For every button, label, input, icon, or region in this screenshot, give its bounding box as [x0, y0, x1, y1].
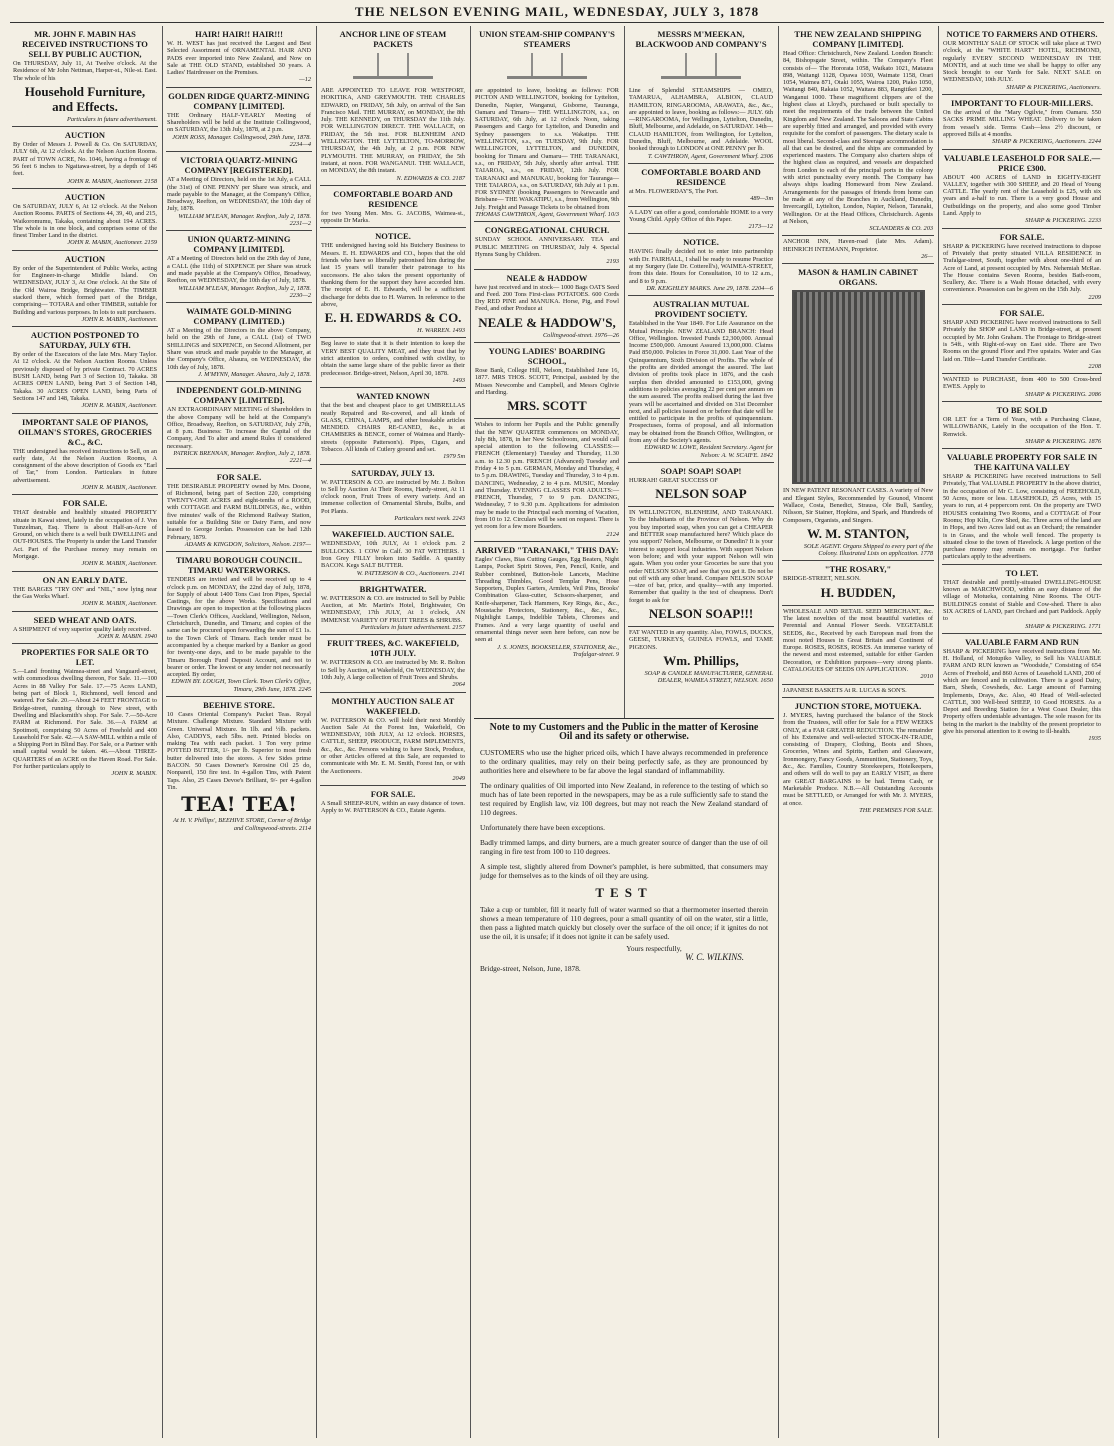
ad-signature: —12: [299, 76, 311, 84]
ad-signature: SOAP & CANDLE MANUFACTURER, GENERAL DEALER, WAIMEA STREET, NELSON. 1650: [644, 669, 773, 685]
advertisement: [12, 26, 158, 127]
ad-body: Head Office: Christchurch, New Zealand. London Branch: 84, Bishopsgate Street, within. The Company's Fleet consists of— The Hororata 1058, Waikato 1021, Mataura 898, Waitangi 1128, Opawa 1030, Waimate 1158, Orari 1054, Waimea 871, Otaki 1055, Wairoa 1200, Piako 1050, Waitangi 840, Rakaia 1052, Waitara 883, Rangitikei 1200, Wanganui 1000. These magnificent clippers are of the highest class at Lloyd's, purchased or built specially to meet the requirements of the trade between the United Kingdom and New Zealand. The Saloons and State Cabins are superbly fitted and arranged, and provided with every requisite for the comfort of passengers. The dietary scale is most liberal. Second-class and Steerage accommodation is all that can be desired, and the ships are commanded by experienced masters. The Company also charters ships of the highest class as required, and vessels are despatched from London to each of the principal ports in the colony with strict punctuality every month. The Company has always ships loading Homeward from New Zealand. Arrangements for the passages of friends from home can be made at any of the Branches in Auckland, Dunedin, Invercargill, Lyttelton, London, Napier, Nelson, Taranaki, Wellington. Or at the Head Offices, Christchurch. Agents at Nelson,: [783, 50, 933, 225]
ad-heading: COMFORTABLE BOARD AND RESIDENCE: [641, 166, 761, 187]
ad-signature: SHARP & PICKERING. 1771: [1025, 622, 1101, 630]
advertisement: [942, 449, 1102, 565]
ad-body: WHOLESALE AND RETAIL SEED MERCHANT, &c. The latest novelties of the most beautiful varieties of Perennial and Annual Flower Seeds. VEGETABLE SEEDS, &c., Received by each European mail from the most noted Houses in Great Britain and Continent of Europe. ROSES, ROSES, ROSES. An immense variety of the newest and most esteemed, suitable for either Garden Decoration, or Exhibition purposes—very strong plants. CATALOGUES OF SEEDS ON APPLICATION.: [783, 607, 933, 674]
ad-body: By Order of Messrs J. Powell & Co. On SATURDAY, JULY 6th, At 12 o'clock. At the Nelson Auction Rooms. PART of TOWN ACRE, No. 1046, having a frontage of 56 feet 6 inches to Ngaitawa-street, by a depth of 146 feet.: [13, 141, 157, 178]
ad-signature: T. CAWTHRON, Agent, Government Wharf. 2306: [648, 152, 773, 160]
ad-body: THAT desirable and prettily-situated DWELLING-HOUSE known as MARCHWOOD, within an easy distance of the village of Motueka, containing Nine Rooms. The OUT-BUILDINGS consist of Stable and Cow-shed. There is also SIX ACRES of LAND, part Orchard and part Paddock. Apply to: [943, 578, 1101, 623]
kerosine-title: Note to my Customers and the Public in the matter of Kerosine Oil and its safety or otherwise.: [489, 722, 759, 742]
ad-signature: 1493: [452, 376, 465, 384]
ad-signature: Particulars in future advertisement. 2157: [360, 624, 465, 632]
ad-signature: 2010: [920, 673, 933, 681]
ad-signature: SCLANDERS & CO. 203: [869, 225, 933, 233]
ad-body: On THURSDAY, July 11, At Twelve o'clock. At the Residence of Mr John Nettman, Harper-st., Nile-st. East. The whole of his: [13, 60, 157, 82]
advertisement: [12, 414, 158, 496]
advertisement: [628, 296, 774, 463]
ad-signature: Particulars next week. 2243: [394, 515, 465, 523]
ad-signature: 2173—12: [748, 223, 773, 231]
advertisement: [166, 697, 312, 835]
advertisement: [12, 644, 158, 780]
ad-body: FAT WANTED in any quantity. Also, FOWLS, DUCKS, GEESE, TURKEYS, GUINEA FOWLS, and TAME PIGEONS.: [629, 629, 773, 651]
ad-body: AN EXTRAORDINARY MEETING of Shareholders in the above Company will be held at the Company's Office, Broadway, Reefton, on SATURDAY, July 27th, at 8 p.m. Business: To increase the Capital of the Company, And To alter and amend Rules if considered necessary.: [167, 406, 311, 450]
ad-body: OR LET for a Term of Years, with a Purchasing Clause, WILLOWBANK, Lately in the occupation of the Hon. T. Renwick.: [943, 415, 1101, 438]
ad-body: THE undersigned has received instructions to Sell, on an early date, At the Nelson Auction Rooms, A consignment of the above description of Goods ex "Earl of Tar," from London. Particulars in future advertisement.: [13, 447, 157, 484]
ad-heading: NOTICE.: [375, 231, 411, 242]
ad-body: W. PATTERSON & CO. are instructed by Mr. J. Bolton to Sell by Auction At Their Rooms, Hardy-street, At 11 o'clock noon, Fruit Trees of every variety. And an immense collection of Ornamental Shrubs, Bulbs, and Pot Plants.: [321, 478, 465, 515]
advertisement: [942, 634, 1102, 746]
ship-illustration: [651, 51, 752, 85]
ad-heading: VALUABLE PROPERTY FOR SALE IN THE KAITUNA VALLEY: [946, 452, 1098, 473]
advertisement: [942, 402, 1102, 449]
ad-signature: JOHN R. MABIN, Auctioneer.: [81, 315, 157, 323]
advertisement: [782, 264, 934, 561]
ship-illustration: [343, 51, 444, 85]
column-6: [782, 26, 934, 1438]
advertisement: [942, 565, 1102, 634]
ad-signature: DR. KEIGHLEY MARKS. June 29, 1878. 2204—6: [646, 284, 773, 292]
ad-body: Beg leave to state that it is their intention to keep the VERY BEST QUALITY MEAT, and they trust that by strict attention to orders, combined with civility, to obtain the same large share of the public favor as their predecessor. Bridge-street, Nelson, April 30, 1878.: [321, 340, 465, 377]
ad-heading: VALUABLE LEASEHOLD FOR SALE.—PRICE £300.: [943, 152, 1101, 173]
ad-body: W. H. WEST has just received the Largest and Best Selected Assortment of ORNAMENTAL HAIR AND PADS ever imported into New Zealand, and Now on Sale at THE OLD STAND, established 30 years. A Ladies' Hairdresser on the Premises.: [167, 40, 311, 77]
ad-signature: 2209: [1088, 293, 1101, 301]
advertisement: [782, 561, 934, 605]
ad-body: ABOUT 400 ACRES of LAND in EIGHTY-EIGHT VALLEY, together with 300 SHEEP, and 20 Head of Young CATTLE. The yearly rent of the Leasehold is £25, with six years and a-half to run. There is a very good House and Outbuildings on the property, and also some good Timber Land. Apply to: [943, 173, 1101, 218]
advertisement: [12, 327, 158, 413]
advertisement: [166, 88, 312, 152]
ad-heading: BEEHIVE STORE.: [203, 700, 275, 710]
ad-body: BRIDGE-STREET, NELSON.: [783, 575, 861, 583]
advertisement: [628, 463, 774, 507]
ad-body: WANTED to PURCHASE, from 400 to 500 Cross-bred EWES. Apply to: [943, 376, 1101, 391]
ad-heading: FOR SALE.: [999, 231, 1045, 242]
ad-body: OUR MONTHLY SALE OF STOCK will take place at TWO o'clock, at the "WHITE HART" HOTEL, RICHMOND, regularly EVERY SECOND WEDNESDAY IN THE MONTH, and at such time we shall be happy to offer any Stock brought to our Yards for Sale. NEXT SALE on WEDNESDAY, 10th JULY.: [943, 40, 1101, 84]
ad-heading: VALUABLE FARM AND RUN: [965, 636, 1079, 647]
ad-body: On SATURDAY, JULY 6, At 12 o'clock. At the Nelson Auction Rooms. PARTS of Sections 44, 39, 40, and 215, Waikoromumu, Takaka, containing about 194 ACRES. The whole is in one block, and comprises some of the finest Timber Land in the district.: [13, 202, 157, 240]
ad-signature: 2124: [606, 530, 619, 538]
advertisement: [320, 635, 466, 692]
ad-signature: N. EDWARDS & CO. 2187: [396, 174, 465, 182]
ad-signature: J. S. JONES, BOOKSELLER, STATIONER, &c., Trafalgar-street. 9: [497, 643, 619, 658]
masthead: THE NELSON EVENING MAIL, WEDNESDAY, JULY 3, 1878: [354, 4, 760, 19]
advertisement: [12, 251, 158, 327]
ad-body: Line of Splendid STEAMSHIPS — OMEO, TAMARUA, ALHAMBRA, ALBION, CLAUD HAMILTON, RINGAROOMA, ARAWATA, &c., &c., are appointed to leave, booking as follows:— JULY. 6th—RINGAROOMA, for Wellington, Lyttelton, Dunedin, Bluff, Melbourne, and Adelaide, on SATURDAY. 14th—CLAUD HAMILTON, from Wellington, for Lyttelton, Dunedin, Bluff, Melbourne, and Adelaide. WOOL booked through to LONDON at ONE PENNY per lb.: [629, 87, 774, 153]
ad-heading: AUSTRALIAN MUTUAL PROVIDENT SOCIETY.: [652, 299, 750, 320]
advertisement: [320, 465, 466, 527]
advertisement: [474, 222, 620, 269]
advertisement: [628, 164, 774, 207]
ad-heading: SEED WHEAT AND OATS.: [33, 614, 137, 625]
kerosine-p5: A simple test, slightly altered from Downer's pamphlet, is here submitted, that consumers may judge for themselves as to the kinds of oil they are using.: [480, 862, 768, 880]
column-divider: [316, 26, 317, 1438]
ad-signature: JOHN R. MABIN. 1940: [97, 632, 157, 640]
ad-heading: NEALE & HADDOW: [506, 272, 588, 283]
ad-signature: SHARP & PICKERING. 2233: [1025, 217, 1101, 225]
advertisement: [474, 343, 620, 419]
kerosine-p3: Unfortunately there have been exceptions.: [480, 823, 605, 832]
ad-body: IN WELLINGTON, BLENHEIM, AND TARANAKI. To the Inhabitants of the Province of Nelson. Why do you buy imported soap, when you can get a CHEAPER and BETTER soap manufactured here? Which place do you support? Nelson, Melbourne, or Dunedin? It is your interest to support local industries. With support Nelson won before; and with your support Nelson will win again. When you order your Groceries be sure that you order NELSON SOAP, and see that you get it. Do not be put off with any other brand. Compare NELSON SOAP—size of bar, price, and quality—with any imported. Remember that quality is the test of cheapness. Don't forget to ask for: [629, 509, 773, 604]
ad-body: at Mrs. FLOWERDAY'S, The Port.: [629, 187, 719, 195]
ad-signature: JOHN R. MABIN.: [111, 770, 157, 778]
ad-signature: At H. V. Phillips', BEEHIVE STORE, Corner of Bridge and Collingwood-streets. 2114: [173, 817, 311, 832]
ad-body: HAVING finally decided not to enter into partnership with Dr. FAIRHALL, I shall be ready to resume Practice at my Surgery (late Dr. Cotterell's), WAIMEA-STREET, from this date. Hours for Consultation, 10 to 12 a.m., and 8 to 9 p.m.: [629, 248, 773, 285]
kerosine-p4: Badly trimmed lamps, and dirty burners, are a much greater source of danger than the use of oil ranging in fire test from 100 to 110 degrees.: [480, 838, 768, 856]
ad-body: HURRAH! GREAT SUCCESS OF: [629, 476, 718, 484]
ad-body: A Small SHEEP-RUN, within an easy distance of town. Apply to W. PATTERSON & CO., Estate Agents.: [321, 800, 465, 815]
advertisement: [166, 303, 312, 382]
ad-signature: WILLIAM M'LEAN, Manager. Reefton, July 2, 1878. 2231—2: [178, 212, 311, 228]
ad-signature: W. PATTERSON & CO., Auctioneers. 2141: [356, 569, 465, 577]
ad-heading: INDEPENDENT GOLD-MINING COMPANY [LIMITED].: [176, 385, 302, 406]
ad-heading: NOTICE.: [683, 237, 719, 248]
ad-body: AT a Meeting of Directors held on the 29th day of June, a CALL (the 11th) of SIXPENCE per Share was struck and made payable at the Company's Office, Broadway, Reefton, on WEDNESDAY, the 10th day of July, 1878.: [167, 255, 311, 285]
ad-heading: ANCHOR LINE OF STEAM PACKETS: [339, 29, 447, 49]
ad-body: W. PATTERSON & CO. will hold their next Monthly Auction Sale At the Forest Inn, Wakefield, On WEDNESDAY, 10th JULY, At 12 o'clock. HORSES, CATTLE, SHEEP, PRODUCE, FARM IMPLEMENTS, &c., &c., &c. Persons wishing to have Stock, Produce, or other Articles offered at this Sale, are requested to communicate with Mr. E. M. Smith, Forest Inn, or with the Auctioneers.: [321, 716, 465, 775]
ad-heading: TO LET.: [1005, 567, 1039, 578]
ad-heading: YOUNG LADIES' BOARDING SCHOOL,: [488, 346, 606, 367]
ad-heading: JUNCTION STORE, MOTUEKA.: [794, 700, 922, 711]
ad-heading: FOR SALE.: [370, 789, 416, 800]
ad-heading: IMPORTANT SALE OF PIANOS, OILMAN'S STORES, GROCERIES &C., &C.: [18, 416, 152, 447]
ad-body: that the best and cheapest place to get UMBRELLAS neatly Repaired and Re-covered, and all kinds of GLASS, CHINA, LAMPS, and other breakable articles MENDED. CHAIRS RE-CANED, &c., is at CHAMBERS & BENCE, corner of Waimea and Hardy-streets (opposite Patterson's). Pipes, Cigars, and Tobacco. All kinds of Cutlery ground and set.: [321, 402, 465, 453]
advertisement: [782, 236, 934, 264]
ad-display-line: MRS. SCOTT: [507, 398, 587, 414]
ad-heading: FRUIT TREES, &C. WAKEFIELD, 10TH JULY.: [327, 638, 459, 659]
ad-heading: BRIGHTWATER.: [359, 583, 427, 594]
ad-body: On the arrival of the "Mary Ogilvie," from Oamaru. 550 SACKS PRIME MILLING WHEAT. Delivery to be taken from vessel's side. Terms Cash—less 2½ discount, or approved Bills at 4 months.: [943, 109, 1101, 138]
column-3: [320, 26, 466, 1438]
advertisement: [474, 419, 620, 542]
ad-body: SHARP & PICKERING have received instructions to dispose of Privately that pretty situated VILLA RESIDENCE in Trafalgar-street, South, together with about one-third of an Acre of Land, at present occupied by Mrs. Nehemiah McRae. The House contains Seven Rooms, besides Bath-room, Scullery, &c. There is a Wash House detached, with every convenience. Possession can be given on the 15th July.: [943, 242, 1101, 294]
column-4: [474, 26, 620, 718]
ad-body: THE Ordinary HALF-YEARLY Meeting of Shareholders will be held at the Institute Collingwood, on SATURDAY, the 13th July, 1878, at 2 p.m.: [167, 111, 311, 134]
ad-body: A LADY can offer a good, comfortable HOME to a very Young Child. Apply Office of this Paper.: [629, 208, 773, 223]
ad-heading: SATURDAY, JULY 13.: [351, 467, 435, 478]
kerosine-p6: Take a cup or tumbler, fill it nearly full of water warmed so that a thermometer inserted therein shows a mean temperature of 110 degrees, pour a small quantity of oil on the water, stir a little, then pass a lighted match quickly but closely over the surface of the oil once; if it ignites do not use the oil, it is unsafe; if it does not ignite it can be safely used.: [480, 905, 768, 941]
ad-signature: EDWIN BY. LOUGH, Town Clerk. Town Clerk's Office, Timaru, 29th June, 1878. 2245: [171, 678, 311, 693]
advertisement: [474, 26, 620, 222]
advertisement: [474, 542, 620, 661]
ad-heading: VICTORIA QUARTZ-MINING COMPANY [REGISTERED].: [180, 155, 298, 176]
advertisement: [628, 26, 774, 164]
column-divider: [938, 26, 939, 1438]
ad-signature: JOHN R. MABIN, Auctioneer.: [81, 600, 157, 608]
ad-signature: JOHN R. MABIN, Auctioneer.: [81, 560, 157, 568]
ad-signature: THOMAS CAWTHRON, Agent, Government Wharf. 10/3: [475, 211, 619, 219]
column-2: [166, 26, 312, 1438]
ad-signature: SHARP & PICKERING, Auctioneers.: [1006, 83, 1101, 91]
ad-signature: 489—3m: [750, 195, 773, 203]
column-divider: [162, 26, 163, 1438]
ad-signature: JOHN ROSS, Manager. Collingwood, 29th June, 1878. 2234—4: [172, 133, 311, 148]
advertisement: [320, 388, 466, 464]
ad-heading: HAIR! HAIR!! HAIR!!!: [195, 29, 283, 39]
ad-signature: H. WARREN. 1493: [417, 327, 465, 335]
ad-heading: NOTICE TO FARMERS AND OTHERS.: [946, 29, 1098, 39]
ad-body: THE DESIRABLE PROPERTY owned by Mrs. Doone, of Richmond, being part of Section 220, comprising TWENTY-ONE ACRES and eight-tenths of a ROOD, with COTTAGE and FARM BUILDINGS, &c., within five minutes' walk of the Richmond Railway Station, suitable for a Building Site or Dairy Farm, and now leased to George Jordan. Possession can be had 12th February, 1879.: [167, 482, 311, 541]
ad-body: are appointed to leave, booking as follows: FOR PICTON AND WELLINGTON, booking for Lyttelton, Dunedin, Napier, Wanganui, Gisborne, Tauranga, Oamaru and Timaru— THE WELLINGTON, s.s., on SATURDAY, 6th July, at 12 o'clock Noon, taking Passengers and Cargo for Lyttelton, and Dunedin and Sydney passengers to s.s. Wakatipu. THE WELLINGTON, s.s., on TUESDAY, 9th July. FOR WELLINGTON, LYTTELTON, and DUNEDIN, booking for Timaru and Oamaru— THE TARANAKI, s.s., on FRIDAY, 5th July, shortly after arrival. THE TAIAROA, s.s., on FRIDAY, 12th July. FOR TARANAKI and MANUKAU, booking for Tauranga— THE TAIAROA, s.s., on SATURDAY, 6th July at 1 p.m. FOR SYDNEY (booking Passengers to Newcastle and Brisbane— THE WAKATIPU, s.s., from Wellington, 9th July. Freight and Passage Tickets to be obtained from: [475, 87, 619, 211]
ad-body: JAPANESE BASKETS At R. LUCAS & SON'S.: [783, 686, 907, 694]
ad-signature: WILLIAM M'LEAN, Manager. Reefton, July 2, 1878. 2230—2: [178, 284, 311, 299]
kerosine-close: Yours respectfully,: [626, 944, 682, 953]
ad-heading: MONTHLY AUCTION SALE AT WAKEFIELD.: [331, 695, 455, 716]
advertisement: [320, 693, 466, 787]
ad-heading: CONGREGATIONAL CHURCH.: [484, 225, 610, 236]
ad-body: AT a Meeting of Directors, held on the 1st July, a CALL (the 31st) of ONE PENNY per Share was struck, and made payable to the Manager, at the Company's Office, Broadway, Reefton, on WEDNESDAY, the 10th day of July, 1878.: [167, 176, 311, 213]
ad-heading: SOAP! SOAP! SOAP!: [660, 465, 742, 476]
ad-body: THE BARGES "TRY ON" and "NIL," now lying near the Gas Works Wharf.: [13, 585, 157, 600]
ad-signature: SHARP & PICKERING, Auctioneers. 2244: [992, 138, 1101, 146]
ad-display-line: H. BUDDEN,: [820, 584, 896, 600]
ad-heading: TO BE SOLD: [996, 404, 1048, 415]
ad-body: ANCHOR INN, Haven-road (late Mrs. Adam). HEINRICH INTEMANN, Proprietor.: [783, 238, 933, 253]
advertisement: [320, 526, 466, 580]
ad-body: ARE APPOINTED TO LEAVE FOR WESTPORT, HOKITIKA, AND GREYMOUTH. THE CHARLES EDWARD, on FRIDAY, 5th July, on arrival of the San Francisco Mail. THE MURRAY, on MONDAY, the 8th July. THE KENNEDY, on THURSDAY the 11th July. FOR WELLINGTON DIRECT. THE WALLACE, on FRIDAY, the 5th inst. FOR BLENHEIM AND WELLINGTON. THE LYTTELTON, TO-MORROW, THURSDAY, the 4th July, at 2 p.m. FOR NEW PLYMOUTH. THE MURRAY, on FRIDAY, the 5th instant, at noon. FOR WANGANUI. THE WALLACE, on MONDAY, the 8th instant.: [321, 87, 465, 175]
advertisement: [12, 127, 158, 189]
ad-signature: Particulars in future advertisement.: [66, 115, 157, 123]
advertisement: [782, 698, 934, 817]
advertisement: [166, 469, 312, 553]
ad-signature: J. M'MYNN, Manager. Ahaura, July 2, 1878.: [198, 370, 311, 378]
organ-illustration: [792, 290, 925, 484]
ad-heading: "THE ROSARY,": [824, 564, 892, 575]
ad-heading: TIMARU BOROUGH COUNCIL. TIMARU WATERWORKS.: [175, 555, 303, 576]
ad-body: have just received and in stock— 1000 Bags OATS Seed and Feed. 200 Tons First-class POTATOES. 600 Cords Dry RED PINE and MANUKA. Horse, Pig, and Fowl Feed, and other Produce at: [475, 283, 619, 313]
ad-body: Eagles' Claws, Bias Cutting Gauges, Egg Beaters, Night Lamps, Pocket Spirit Stoves, Pen, Pencil, Knife, and Rubber combined, Button-hole Lancets, Machine Threading Thimbles, Good Templar Pens, Hose Supporters, Duplex Garters, Armlets, Veil Pins, Brooks' Combination Glass-cutter, Scissors-sharpener, and Knife-sharpener, Tack Hammers, Key Rings, &c., &c., Moustache Protectors, Stationery, &c., &c., &c., Nightlight Lamps, Indelible Tablets, Chromes and Frames. And a very large quantity of useful and ornamental things never seen here before, can now be seen at: [475, 555, 619, 644]
ad-signature: SHARP & PICKERING. 2086: [1025, 390, 1101, 398]
advertisement: [166, 152, 312, 231]
advertisement: [166, 26, 312, 88]
ad-display-line: Household Furniture, and Effects.: [24, 83, 146, 114]
ad-body: 10 Cases Oriental Company's Packet Teas. Royal Mixture. Challenge Mixture. Standard Mixture with Green. Universal Mixture. In 1lb. and ½lb. packets. Also, CADDYS, each 5lbs. nett. Printed blocks on making Tea with each packet. 1 Ton very prime POTTED BUTTER, 1/- per lb. Superior to most fresh butter delivered into the stores. A few Sides prime BACON. 50 Cases Downer's Kerosine Oil 25 do, Nonpareil, 150 fire test. In 4-gallon Tins, with Patent Taps. Also, 25 Cases Devoe's Brilliant, 9/- per 4-gallon Tin.: [167, 711, 311, 791]
ad-signature: THE PREMISES FOR SALE.: [859, 806, 933, 814]
ad-heading: FOR SALE.: [62, 498, 108, 509]
ad-body: A SHIPMENT of very superior quality lately received.: [13, 625, 152, 633]
ad-body: Established in the Year 1849. For Life Assurance on the Mutual Principle. NEW ZEALAND BRANCH: Head Office, Wellington. Invested Funds £2,300,000. Annual Income £500,000. Amount Assured 13,000,000. Claims Paid 850,000. Policies in Force 31,000. Last Year of the Quinquennium, Sixth Division of Profits. The whole of the profits are divided amongst the assured. The last division of profits took place in 1876, and the cash surplus then divided amounted to £153,000, giving additions to policies averaging 22 per cent per annum on the sum assured. The profits realised during the last five years will be ascertained and divided on 31st December next, and all policies issued on or before that date will be entitled to participate in the profits of quinquennium. Prospectuses, forms of proposal, and all information may be obtained from the Branch Office, Wellington, or from any of the Society's agents.: [629, 320, 773, 444]
ad-display-line: W. M. STANTON,: [807, 525, 909, 541]
advertisement: [12, 495, 158, 571]
ad-heading: WAKEFIELD. AUCTION SALE.: [331, 529, 455, 540]
ad-signature: 1979 5m: [443, 453, 465, 461]
ad-display-line: NEALE & HADDOW'S,: [478, 314, 616, 330]
ad-signature: 2064: [452, 681, 465, 689]
ad-heading: AUCTION POSTPONED TO SATURDAY, JULY 6TH.: [30, 330, 140, 351]
advertisement: [320, 228, 466, 338]
advertisement: [12, 612, 158, 645]
ad-body: J. MYERS, having purchased the balance of the Stock from the Trustees, will offer for Sale for a FEW WEEKS ONLY, at a FAR GREATER REDUCTION. The remainder of his Extensive and well-selected STOCK-IN-TRADE, consisting of Drapery, Clothing, Boots and Shoes, Groceries, Wines and Spirits, Earthen and Glassware, Ironmongery, Fancy Goods, Ammunition, Stationery, Toys, &c., &c. Families, Country Storekeepers, Hotelkeepers, and others will do well to pay an EARLY VISIT, as there are GREAT BARGAINS to be had. Terms Cash, or Marketable Produce. N.B.—All Outstanding Accounts must be SETTLED, or Arranged for with Mr. J. MYERS, at once.: [783, 711, 933, 807]
ad-signature: SHARP & PICKERING. 1876: [1025, 437, 1101, 445]
advertisement: [166, 552, 312, 697]
ad-heading: UNION QUARTZ-MINING COMPANY [LIMITED].: [187, 234, 291, 255]
advertisement: [12, 189, 158, 251]
kerosine-p2: The ordinary qualities of Oil imported into New Zealand, in reference to the testing of which so much has of late been reported in the newspapers, may be as a rule sufficiently safe to stand the test required by English law, viz 100 degrees, but may not reach the New Zealand standard of 110 degrees.: [480, 781, 768, 817]
advertisement: [320, 26, 466, 186]
ad-body: AT a Meeting of the Directors in the above Company, held on the 29th of June, a CALL (1st) of TWO SHILLINGS and SIXPENCE, on Second Allotment, per Share was struck and made payable to the Manager, at the Company's Office, Ahaura, on WEDNESDAY, the 10th day of July, 1878.: [167, 327, 311, 371]
ad-signature: JOHN R. MABIN, Auctioneer. 2158: [67, 177, 157, 185]
column-7: [942, 26, 1102, 1438]
kerosine-signature: W. C. WILKINS.: [685, 952, 744, 962]
advertisement: [942, 305, 1102, 374]
ad-signature: 2193: [606, 258, 619, 266]
ad-body: Rose Bank, College Hill, Nelson, Established June 16, 1877. MRS THOS. SCOTT, Principal, assisted by the Misses Newcombe and Campbell, and Messrs Oglivie and Harding.: [475, 367, 619, 396]
advertisement: [320, 338, 466, 388]
column-divider: [624, 26, 625, 718]
ad-body: SHARP AND PICKERING have received instructions to Sell Privately the SHOP and LAND in Bridge-street, at present occupied by Mr. John Graham. The Frontage to Bridge-street is 54ft., with Right-of-way on East side. There are Two Rooms on the ground Floor and Five upstairs. Water and Gas laid on. Title—Land Transfer Certificate.: [943, 319, 1101, 363]
ad-heading: MESSRS M'MEEKAN, BLACKWOOD AND COMPANY'S: [635, 29, 767, 49]
ad-heading: IMPORTANT TO FLOUR-MILLERS.: [951, 98, 1093, 109]
ad-heading: THE NEW ZEALAND SHIPPING COMPANY [LIMITED].: [794, 29, 922, 49]
advertisement: [942, 26, 1102, 95]
ad-heading: AUCTION: [64, 191, 106, 202]
advertisement: [942, 95, 1102, 149]
kerosine-notice: [474, 718, 774, 1438]
advertisement: [942, 374, 1102, 402]
ad-body: SHARP & PICKERING have received instructions to Sell Privately, That VALUABLE PROPERTY In the above district, in the occupation of Mr C. Low, consisting of FREEHOLD, 50 Acres, more or less. LEASEHOLD, 25 Acres, with 15 years to run, at 4 peppercorn rent. On the property are TWO HOUSES containing Two Rooms, and a COTTAGE of Four Rooms; Hop Kiln, Cow Shed, &c. Three acres of the land are in Hops, and two Acres laid out as an Orchard; the remainder is in Grass, and the whole well fenced. The property is situated close to the town of Havelock. A large portion of the purchase money may remain on mortgage. For further particulars apply to the advertisers.: [943, 473, 1101, 561]
ad-display-line: E. H. EDWARDS & CO.: [324, 310, 462, 326]
advertisement: [782, 26, 934, 236]
ad-heading: COMFORTABLE BOARD AND RESIDENCE: [333, 188, 453, 209]
advertisement: [320, 581, 466, 635]
ad-signature: JOHN R. MABIN, Auctioneer.: [81, 483, 157, 491]
ad-signature: EDWARD W. LOWE, Resident Secretary. Agent for Nelson: A. W. SCAIFE. 1842: [644, 444, 773, 459]
ship-illustration: [497, 51, 598, 85]
ad-signature: ADAMS & KINGDON, Solicitors, Nelson. 2197—: [184, 540, 311, 548]
advertisement: [782, 685, 934, 698]
ad-body: THE undersigned having sold his Butchery Business to Messrs. E. H. EDWARDS and CO., hopes that the old friends who have so liberally patronised him during the last 15 years will transfer their patronage to his successors. He also takes the present opportunity of thanking them for the support they have accorded him. The receipt of E. H. Edwards, will be a sufficient discharge for debts due to H. Warren. In reference to the above,: [321, 242, 465, 308]
ad-signature: 1935: [1088, 735, 1101, 743]
advertisement: [782, 606, 934, 685]
ad-body: SHARP & PICKERING have received instructions from Mr. H. Holland, of Motupiko Valley, to Sell his VALUABLE FARM AND RUN known as "Woodside," Consisting of 654 Acres of Freehold, and 860 Acres of Leasehold LAND, 200 of which are fenced and in cultivation. There is a good Dairy, Barn, Sheds, Cowsheds, &c. Large amount of Farming Implements, Drays, &c. Also, 40 Head of Well-selected CATTLE, 300 Well-bred SHEEP, 10 Good HORSES. As a Depot and Breeding Station for a West Coast Dealer, this Property offers undeniable advantages. The sole reason for its being in the market is the inability of the present proprietor to give his personal attention to it owing to ill-health.: [943, 647, 1101, 736]
kerosine-place: Bridge-street, Nelson, June, 1878.: [480, 964, 581, 973]
ad-body: W. PATTERSON & CO. are instructed to Sell by Public Auction, at Mr. Martin's Hotel, Brightwater, On WEDNESDAY, 17th JULY, At 1 o'clock, AN IMMENSE VARIETY OF FRUIT TREES & SHRUBS.: [321, 594, 465, 624]
ad-heading: PROPERTIES FOR SALE OR TO LET.: [21, 647, 149, 668]
advertisement: [628, 507, 774, 627]
ad-signature: Collingwood-street. 1976—26: [542, 331, 619, 339]
advertisement: [166, 231, 312, 303]
ad-signature: JOHN R. MABIN, Auctioneer. 2159: [67, 239, 157, 247]
kerosine-test-heading: TEST: [595, 885, 653, 900]
ad-heading: FOR SALE.: [999, 308, 1045, 319]
advertisement: [628, 234, 774, 296]
advertisement: [166, 382, 312, 468]
advertisement: [942, 229, 1102, 305]
ad-body: THAT desirable and healthily situated PROPERTY situate in Kawai street, lately in the occupation of J. Von Tunzelman, Esq. There is about Half-an-Acre of Ground, on which there is a well built DWELLING and OUT-HOUSES. The Property is under the Land Transfer Act. Part of the Purchase money may remain on Mortgage.: [13, 509, 157, 561]
ad-body: TENDERS are invited and will be received up to 4 o'clock p.m. on MONDAY, the 22nd day of July, 1878, for Supply of about 1400 Tons Cast Iron Pipes, Special Castings, for the above Works. Specifications and Drawings are open to inspection at the following places—Town Clerk's Offices, Auckland, Wellington, Nelson, Christchurch, Dunedin, and Timaru; and copies of the same can be procured upon forwarding the sum of £1 1s. to the Town Clerk of Timaru. Each tender must be accompanied by a cheque marked by a Banker as good for twenty-one days, and to be made payable to the Timaru Borough Fund Deposit Account, and not to bearer or order. The lowest or any tender not necessarily accepted. By order,: [167, 576, 311, 679]
ad-body: Wishes to inform her Pupils and the Public generally that the NEW QUARTER commences on MONDAY, July 8th, 1878, in her New Schoolroom, and would call special attention to the following CLASSES:— FRENCH (Elementary) Tuesday and Thursday, 11.30 a.m. to 12.30 p.m. FRENCH (Advanced) Tuesday and Friday 4 to 5 p.m. GERMAN, Monday and Thursday, 4 to 5 p.m. DRAWING, Tuesday and Thursday, 3 to 4 p.m. DANCING, Wednesday, 2 to 4 p.m. MUSIC, Monday and Thursday. EVENING CLASSES FOR ADULTS:— FRENCH, Thursday, 7 to 9 p.m. DANCING, Wednesday, 7 to 9.30 p.m. Applications for admission may be made to the Principal each morning of Vacation, from 10 to 12. Circulars will be sent on request. There is yet room for a few more Boarders.: [475, 421, 619, 531]
ad-body: By order of the Superintendent of Public Works, acting for Engineer-in-charge Middle Island. On WEDNESDAY, JULY 3, At One o'clock. At the Site of the Old Wairoa Bridge, Brightwater. The TIMBER stacked there, which formed part of the Bridge, comprising— TOTARA and other TIMBER, suitable for Building and various purposes. In lots to suit purchasers.: [13, 264, 157, 316]
ad-heading: GOLDEN RIDGE QUARTZ-MINING COMPANY [LIMITED].: [168, 90, 310, 111]
kerosine-p1: CUSTOMERS who use the higher priced oils, which I have always recommended in preference to the ordinary qualities, may rely on their being perfectly safe, as they are pronounced by authorities here and elsewhere to be far above the legal standard of inflammability.: [480, 748, 768, 775]
advertisement: [942, 150, 1102, 229]
ad-body: 5.—Land fronting Waimea-street and Vanguard-street, with commodious dwelling thereon, For Sale. 11.—100 Acres in 88 Valley For Sale. 17.—75 Acres LAND, being part of Block 1, Richmond, well fenced and watered. For Sale. 20.—About 24 FEET FRONTAGE to Bridge-street, running through to New street, with Dwelling and Blacksmith's shop. For Sale. 7.—50-Acre FARM at Richmond. For Sale. 36.—A FARM at Spotimoti, comprising 50 Acres of Freehold and 400 Leasehold For Sale. 42.—A SAW-MILL within a mile of a Shipping Port in Blind Bay. For Sale, or a Partner with small capital would be taken. 46.—About THREE-QUARTERS of an ACRE on the Haven Road. For Sale. For further particulars apply to: [13, 668, 157, 770]
ad-signature: 26—: [921, 253, 933, 261]
ad-display-line: NELSON SOAP!!!: [648, 606, 754, 622]
ad-signature: PATRICK BRENNAN, Manager. Reefton, July 2, 1878. 2221—4: [173, 449, 311, 465]
advertisement: [320, 786, 466, 818]
ad-body: SUNDAY SCHOOL ANNIVERSARY. TEA and PUBLIC MEETING on THURSDAY, July 4. Special Hymns Sung by Children.: [475, 236, 619, 258]
advertisement: [628, 627, 774, 687]
advertisement: [474, 270, 620, 343]
ad-signature: 2208: [1088, 362, 1101, 370]
column-divider: [778, 26, 779, 1438]
ad-display-line: NELSON SOAP: [655, 486, 747, 502]
ad-body: By order of the Executors of the late Mrs. Mary Taylor. At 12 o'clock. At the Nelson Auction Rooms. Unless previously disposed of by private Contract. 70 ACRES BUSH LAND, being Part 3 of Section 10, Takaka. 38 ACRES OPEN LAND, being Part 3 of Section 148, Takaka. 30 ACRES OPEN LAND, being Parts of Sections 147 and 148, Takaka.: [13, 351, 157, 402]
ad-display-line: TEA! TEA!: [181, 792, 297, 817]
advertisement: [12, 572, 158, 612]
ad-signature: JOHN R. MABIN, Auctioneer.: [81, 402, 157, 410]
ad-heading: AUCTION: [64, 130, 106, 141]
ad-heading: ON AN EARLY DATE.: [42, 574, 128, 585]
ad-body: W. PATTERSON & CO. are instructed by Mr. R. Bolton to Sell by Auction, at Wakefield, On WEDNESDAY, the 10th July, A large collection of Fruit Trees and Shrubs.: [321, 659, 465, 681]
advertisement: [320, 186, 466, 229]
ad-heading: MASON & HAMLIN CABINET ORGANS.: [798, 267, 918, 288]
ad-display-line: Wm. Phillips,: [663, 652, 739, 668]
column-divider: [470, 26, 471, 1438]
ad-heading: ARRIVED "TARANAKI," THIS DAY:: [475, 544, 619, 555]
ad-signature: SOLE AGENT. Organs Shipped to every part of the Colony. Illustrated Lists on application. 1778: [803, 542, 933, 558]
column-5: [628, 26, 774, 718]
advertisement: [628, 207, 774, 235]
ad-heading: WAIMATE GOLD-MINING COMPANY (LIMITED.): [186, 306, 292, 327]
ad-heading: UNION STEAM-SHIP COMPANY'S STEAMERS: [479, 29, 615, 49]
ad-heading: FOR SALE.: [216, 471, 262, 482]
ad-heading: WANTED KNOWN: [356, 391, 430, 402]
ad-heading: MR. JOHN F. MABIN HAS RECEIVED INSTRUCTIONS TO SELL BY PUBLIC AUCTION,: [22, 29, 148, 59]
ad-signature: 2049: [452, 774, 465, 782]
ad-heading: AUCTION: [64, 253, 106, 264]
ad-body: for two Young Men. Mrs. G. JACOBS, Waimea-st., opposite Dr Marks.: [321, 209, 465, 225]
ad-body: WEDNESDAY, 10th JULY, At 1 o'clock p.m. 2 BULLOCKS. 1 COW in Calf. 30 FAT WETHERS. 1 Iron Grey FILLY broken into Saddle. A quantity BACON. Kegs SALT BUTTER.: [321, 540, 465, 570]
column-1: [12, 26, 158, 1438]
ad-body: IN NEW PATENT RESONANT CASES. A variety of New and Elegant Styles, Recommended by Gounod, Vincent Wallace, Costa, Benedict, Strauss, Ole Bull, Santley, Nilsson, Sir Stainer, Hopkins, and Spark, and Hundreds of Composers, Organists, and Singers.: [783, 487, 933, 524]
masthead-rule: [10, 22, 1104, 23]
